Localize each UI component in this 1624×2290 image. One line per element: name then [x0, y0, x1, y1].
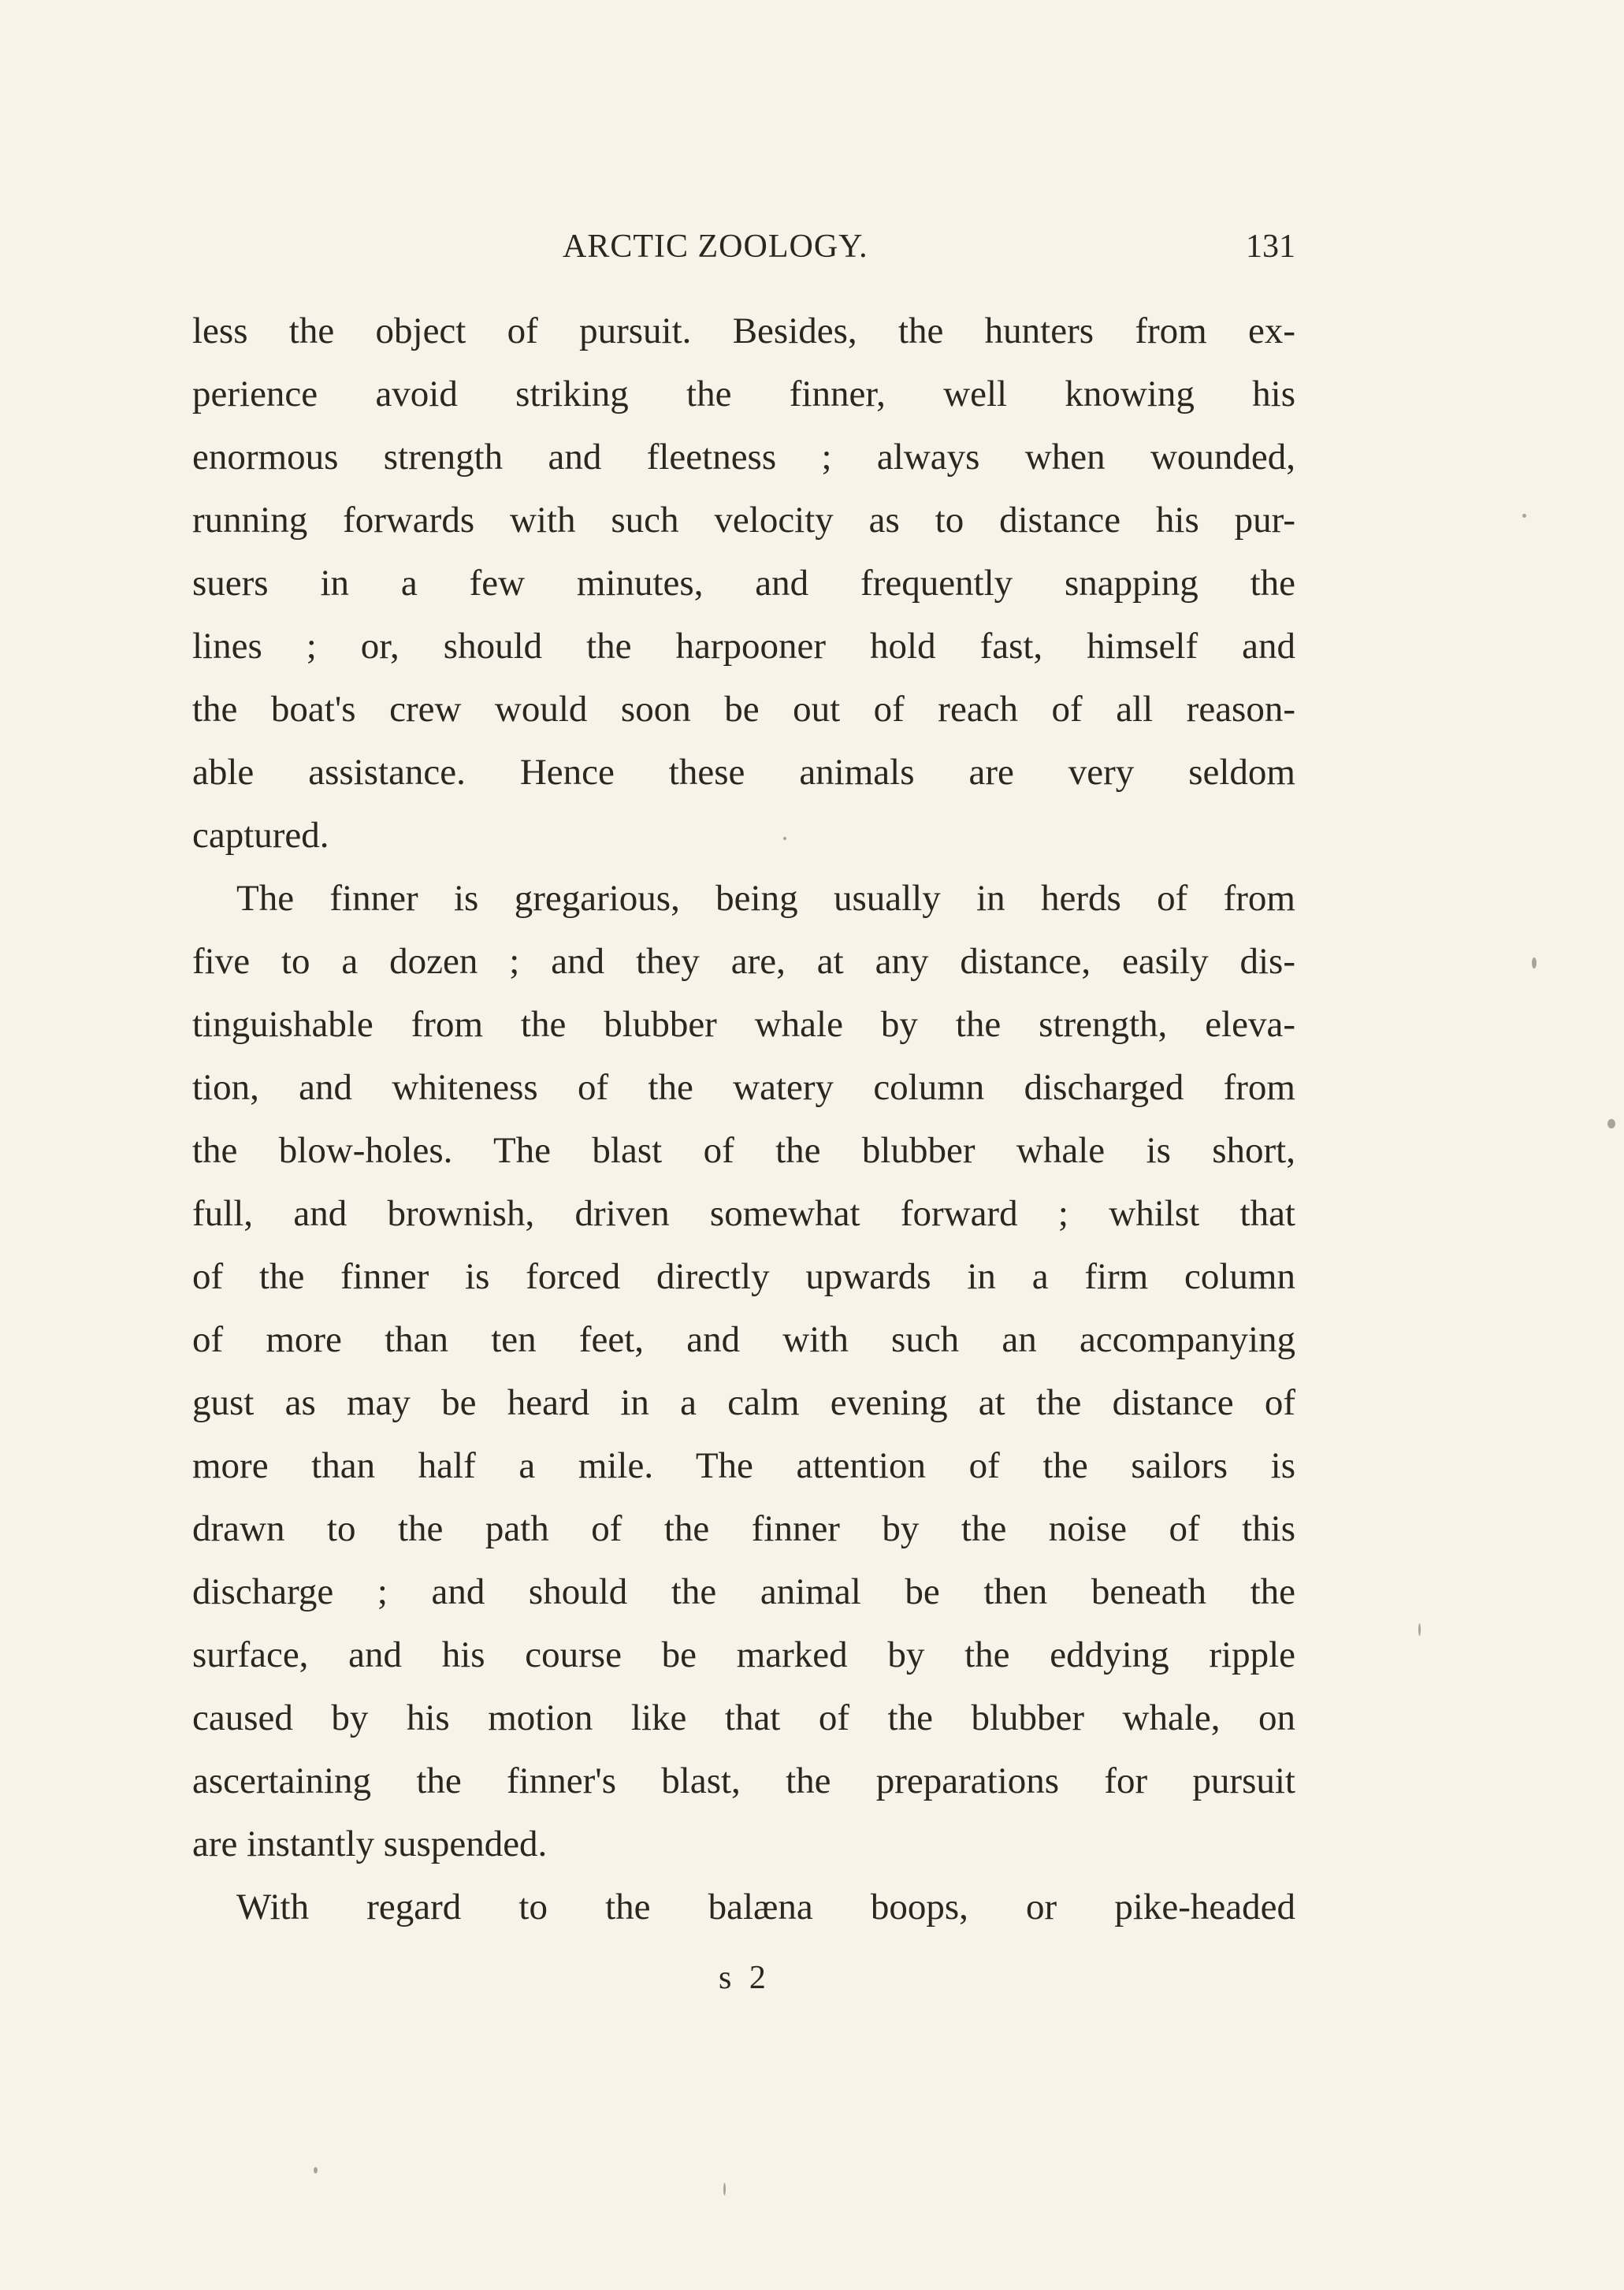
paper-speck: [1532, 957, 1537, 968]
text-line: captured.: [192, 815, 329, 856]
text-line: ascertaining the finner's blast, the preparations for pursuit: [192, 1760, 1295, 1801]
text-line: five to a dozen ; and they are, at any distance, easily dis-: [192, 941, 1295, 982]
paper-speck: [723, 2183, 726, 2195]
body-text: [192, 299, 1295, 1939]
running-head: ARCTIC ZOOLOGY.: [563, 229, 868, 265]
text-line: more than half a mile. The attention of the sailors is: [192, 1445, 1295, 1486]
text-line: the boat's crew would soon be out of reach of all reason-: [192, 689, 1295, 730]
text-line: surface, and his course be marked by the eddying ripple: [192, 1634, 1295, 1675]
text-line: discharge ; and should the animal be then beneath the: [192, 1571, 1295, 1612]
text-line: drawn to the path of the finner by the noise of this: [192, 1508, 1295, 1549]
paragraph-start-line: With regard to the balæna boops, or pike-headed: [236, 1887, 1295, 1928]
text-line: tion, and whiteness of the watery column discharged from: [192, 1067, 1295, 1108]
text-line: the blow-holes. The blast of the blubber whale is short,: [192, 1130, 1295, 1171]
text-line: lines ; or, should the harpooner hold fast, himself and: [192, 626, 1295, 667]
paper-speck: [1607, 1119, 1615, 1128]
text-line: of more than ten feet, and with such an accompanying: [192, 1319, 1295, 1360]
text-line: full, and brownish, driven somewhat forward ; whilst that: [192, 1193, 1295, 1234]
text-line: less the object of pursuit. Besides, the hunters from ex-: [192, 310, 1295, 351]
text-line: running forwards with such velocity as to distance his pur-: [192, 500, 1295, 541]
paper-speck: [783, 837, 786, 840]
paper-speck: [314, 2167, 318, 2173]
paper-speck: [1418, 1623, 1421, 1636]
text-line: enormous strength and fleetness ; always when wounded,: [192, 437, 1295, 478]
text-line: perience avoid striking the finner, well knowing his: [192, 374, 1295, 415]
signature-mark: s 2: [719, 1960, 771, 1996]
text-line: gust as may be heard in a calm evening at the distance of: [192, 1382, 1295, 1423]
text-line: able assistance. Hence these animals are very seldom: [192, 752, 1295, 793]
text-line: of the finner is forced directly upwards in a firm column: [192, 1256, 1295, 1297]
text-line: tinguishable from the blubber whale by the strength, eleva-: [192, 1004, 1295, 1045]
page-number: 131: [1246, 229, 1295, 265]
paper-speck: [1522, 514, 1526, 518]
text-line: are instantly suspended.: [192, 1823, 548, 1864]
paragraph-start-line: The finner is gregarious, being usually in herds of from: [236, 878, 1295, 919]
page-header: [192, 219, 1295, 274]
text-line: caused by his motion like that of the blubber whale, on: [192, 1697, 1295, 1738]
text-line: suers in a few minutes, and frequently snapping the: [192, 563, 1295, 604]
